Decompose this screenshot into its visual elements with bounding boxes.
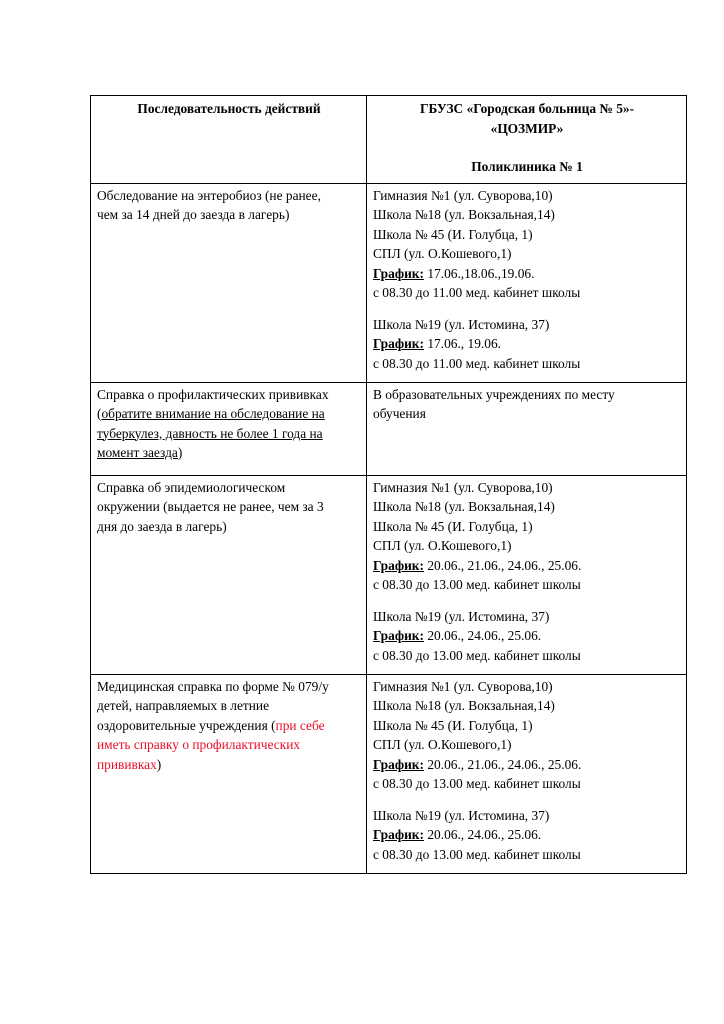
action-note: [97, 443, 361, 463]
location-line: Школа №18 (ул. Вокзальная,14): [373, 207, 555, 222]
schedule-dates: 20.06., 24.06., 25.06.: [423, 827, 542, 842]
table-row: [91, 674, 687, 873]
table-row: [91, 475, 687, 674]
location-line: Гимназия №1 (ул. Суворова,10): [373, 187, 553, 203]
schedule-time: с 08.30 до 11.00 мед. кабинет школы: [373, 355, 581, 371]
group-gap: [373, 794, 681, 806]
red-note: при себе: [275, 717, 325, 733]
schedule-line: [373, 755, 681, 775]
action-text: [97, 755, 361, 775]
schedule-dates: 17.06.,18.06.,19.06.: [423, 265, 535, 281]
action-cell: [91, 183, 367, 382]
action-text: Медицинская справка по форме № 079/у: [97, 678, 329, 694]
schedule-label: График:: [373, 336, 424, 351]
paren-close: ): [156, 756, 162, 772]
location-cell: [367, 674, 687, 873]
action-note: [97, 424, 361, 444]
schedule-dates: 20.06., 21.06., 24.06., 25.06.: [423, 756, 582, 772]
table-header-row: [91, 96, 687, 184]
location-line: Школа №19 (ул. Истомина, 37): [373, 608, 550, 624]
action-text: Справка об эпидемиологическом: [97, 479, 286, 495]
location-line: Школа №18 (ул. Вокзальная,14): [373, 698, 555, 713]
action-cell: [91, 382, 367, 475]
action-text: чем за 14 дней до заезда в лагерь): [97, 207, 290, 222]
schedule-dates: 17.06., 19.06.: [423, 336, 501, 351]
schedule-time: с 08.30 до 13.00 мед. кабинет школы: [373, 776, 581, 791]
location-line: СПЛ (ул. О.Кошевого,1): [373, 246, 512, 261]
schedule-table: [90, 95, 687, 874]
schedule-line: [373, 825, 681, 845]
schedule-line: [373, 264, 681, 284]
table-row: [91, 382, 687, 475]
location-line: Гимназия №1 (ул. Суворова,10): [373, 479, 553, 495]
schedule-time: с 08.30 до 13.00 мед. кабинет школы: [373, 647, 581, 663]
action-text: Обследование на энтеробиоз (не ранее,: [97, 187, 321, 203]
paren-close: ): [177, 445, 183, 460]
action-text: [97, 735, 361, 755]
location-line: обучения: [373, 406, 426, 421]
schedule-label: График:: [373, 557, 424, 573]
note-underlined: момент заезда: [97, 445, 178, 460]
location-line: Школа № 45 (И. Голубца, 1): [373, 226, 533, 242]
location-line: В образовательных учреждениях по месту: [373, 386, 615, 402]
group-gap: [373, 595, 681, 607]
action-text: детей, направляемых в летние: [97, 698, 270, 713]
location-line: Школа № 45 (И. Голубца, 1): [373, 717, 533, 733]
location-line: Школа №19 (ул. Истомина, 37): [373, 316, 550, 332]
table-row: [91, 183, 687, 382]
schedule-dates: 20.06., 21.06., 24.06., 25.06.: [423, 557, 582, 573]
schedule-time: с 08.30 до 13.00 мед. кабинет школы: [373, 577, 581, 592]
header-hospital-subname: «ЦОЗМИР»: [490, 120, 564, 136]
action-note: [97, 404, 361, 424]
group-gap: [373, 303, 681, 315]
location-cell: [367, 382, 687, 475]
header-clinic-name: Поликлиника № 1: [471, 159, 583, 174]
schedule-time: с 08.30 до 11.00 мед. кабинет школы: [373, 285, 581, 300]
schedule-label: График:: [373, 628, 424, 643]
action-text-part: оздоровительные учреждения (: [97, 717, 276, 733]
schedule-dates: 20.06., 24.06., 25.06.: [423, 628, 542, 643]
schedule-label: График:: [373, 756, 424, 772]
action-text: Справка о профилактических прививках: [97, 386, 329, 402]
header-hospital-name: ГБУЗС «Городская больница № 5»-: [419, 101, 635, 116]
location-line: Школа №18 (ул. Вокзальная,14): [373, 499, 555, 514]
location-line: СПЛ (ул. О.Кошевого,1): [373, 538, 512, 553]
header-left-text: Последовательность действий: [137, 101, 321, 116]
location-line: Гимназия №1 (ул. Суворова,10): [373, 678, 553, 694]
location-cell: [367, 475, 687, 674]
schedule-label: График:: [373, 265, 424, 281]
note-underlined: обратите внимание на обследование на: [101, 406, 325, 421]
action-text: [97, 716, 361, 736]
header-hospital: [367, 96, 687, 184]
action-cell: [91, 475, 367, 674]
action-text: окружении (выдается не ранее, чем за 3: [97, 499, 324, 514]
paren-open: (: [97, 406, 102, 421]
header-spacer: [373, 138, 681, 157]
note-underlined: туберкулез, давность не более 1 года на: [97, 425, 323, 441]
location-line: Школа №19 (ул. Истомина, 37): [373, 807, 550, 823]
red-note: прививках: [97, 756, 157, 772]
schedule-line: [373, 334, 681, 354]
schedule-line: [373, 626, 681, 646]
schedule-line: [373, 556, 681, 576]
location-line: Школа № 45 (И. Голубца, 1): [373, 518, 533, 534]
red-note: иметь справку о профилактических: [97, 737, 301, 752]
action-cell: [91, 674, 367, 873]
location-cell: [367, 183, 687, 382]
header-actions-sequence: [91, 96, 367, 184]
schedule-label: График:: [373, 827, 424, 842]
location-line: СПЛ (ул. О.Кошевого,1): [373, 737, 512, 752]
schedule-time: с 08.30 до 13.00 мед. кабинет школы: [373, 846, 581, 862]
action-text: дня до заезда в лагерь): [97, 518, 227, 534]
